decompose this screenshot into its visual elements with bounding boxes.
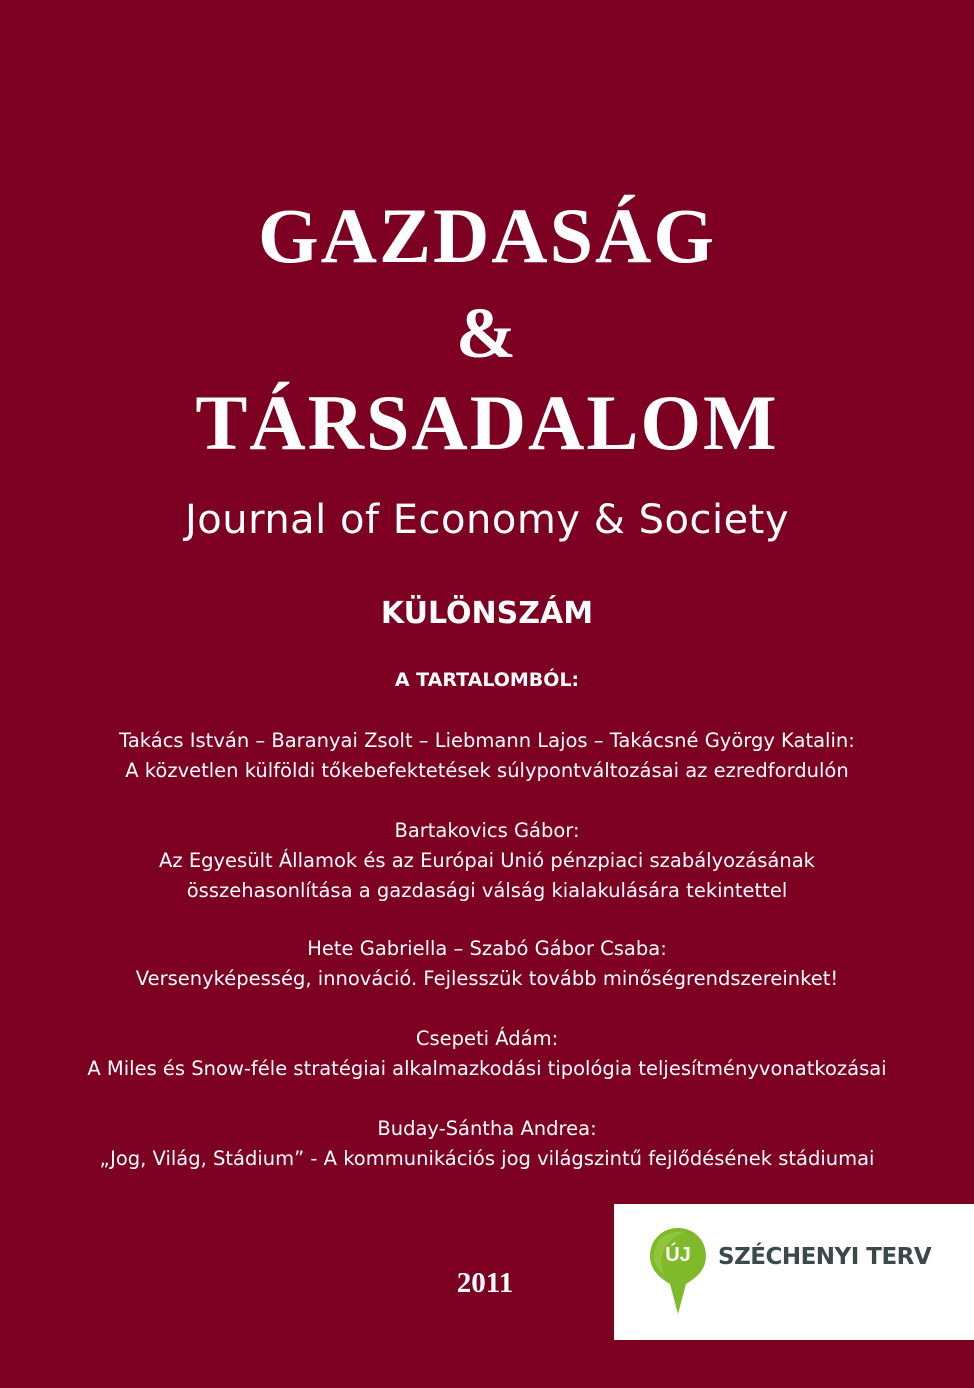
journal-title-ampersand: & [456,293,518,373]
contents-heading: A TARTALOMBÓL: [394,669,580,691]
article-entry [0,816,974,906]
map-pin-icon [648,1226,708,1316]
szechenyi-terv-logo [614,1204,974,1340]
article-title: „Jog, Világ, Stádium” - A kommunikációs jog világszintű fejlődésének stádiumai [99,1147,875,1170]
publication-year: 2011 [456,1267,514,1299]
article-authors: Hete Gabriella – Szabó Gábor Csaba: [307,937,667,960]
article-entry [0,1024,974,1084]
article-entry [0,726,974,786]
article-title: Versenyképesség, innováció. Fejlesszük tovább minőségrendszereinket! [135,967,839,990]
article-entry [0,1114,974,1174]
special-issue-label: KÜLÖNSZÁM [380,596,594,631]
logo-text: SZÉCHENYI TERV [718,1244,932,1270]
article-authors: Csepeti Ádám: [415,1027,559,1050]
article-authors: Buday-Sántha Andrea: [377,1117,597,1140]
article-authors: Bartakovics Gábor: [394,819,580,842]
logo-pin-label: ÚJ [665,1244,691,1266]
article-title: A Miles és Snow-féle stratégiai alkalmazkodási tipológia teljesítményvonatkozásai [87,1057,887,1080]
article-entry [0,934,974,994]
article-title: összehasonlítása a gazdasági válság kialakulására tekintettel [186,879,788,902]
journal-subtitle: Journal of Economy & Society [184,497,790,543]
article-title: A közvetlen külföldi tőkebefektetések súlypontváltozásai az ezredfordulón [125,759,849,782]
journal-title-line-2: TÁRSADALOM [195,379,779,466]
article-authors: Takács István – Baranyai Zsolt – Liebmann Lajos – Takácsné György Katalin: [119,729,855,752]
article-title: Az Egyesült Államok és az Európai Unió pénzpiaci szabályozásának [159,849,815,872]
journal-title-line-1: GAZDASÁG [257,192,717,279]
